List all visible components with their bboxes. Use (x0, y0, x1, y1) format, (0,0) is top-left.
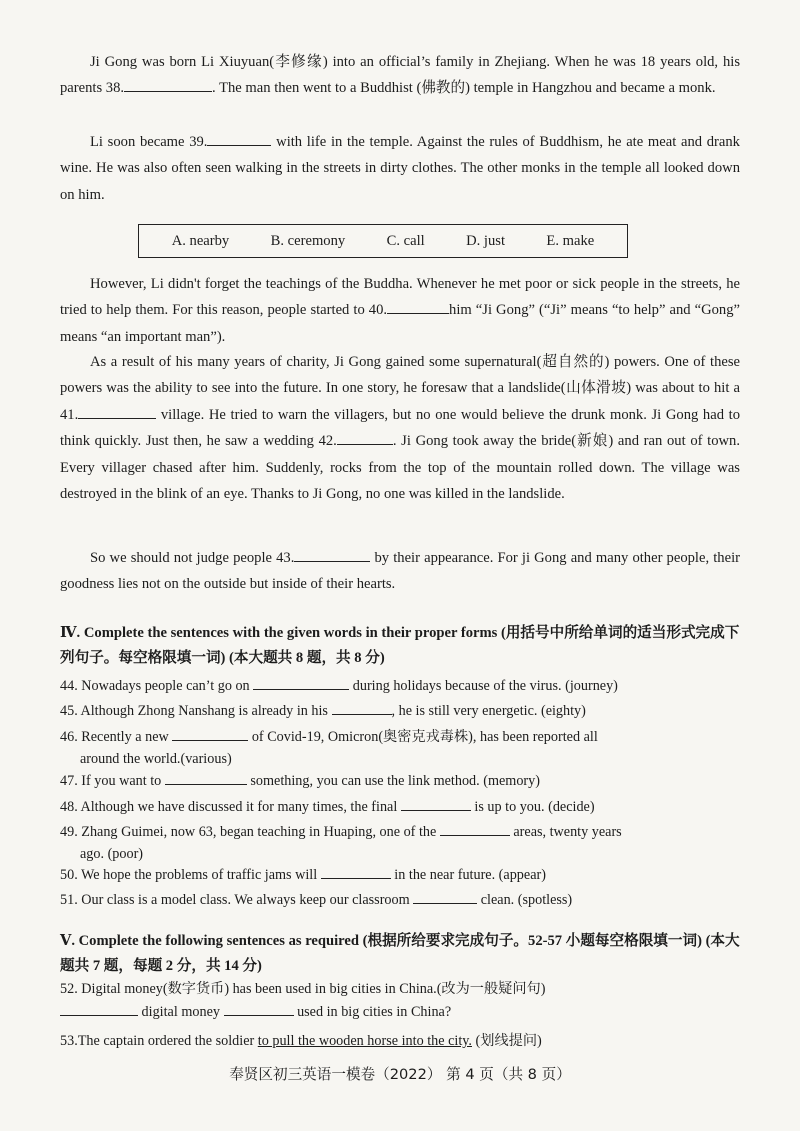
blank-52a[interactable] (60, 1001, 138, 1016)
blank-43[interactable] (294, 547, 370, 562)
question-52: 52. Digital money(数字货币) has been used in big cities in China.(改为一般疑问句) (60, 981, 546, 997)
question-51: 51. Our class is a model class. We always keep our classroom clean. (spotless) (60, 889, 740, 911)
blank-46[interactable] (172, 726, 248, 741)
word-options-box (138, 224, 628, 258)
question-48: 48. Although we have discussed it for many times, the final is up to you. (decide) (60, 796, 740, 818)
question-49: 49. Zhang Guimei, now 63, began teaching in Huaping, one of the areas, twenty years ago. (poor) (60, 821, 740, 865)
question-44: 44. Nowadays people can’t go on during holidays because of the virus. (journey) (60, 675, 740, 697)
blank-38[interactable] (124, 77, 212, 92)
question-47: 47. If you want to something, you can use the link method. (memory) (60, 770, 740, 792)
passage-paragraph-2: Li soon became 39. with life in the temple. Against the rules of Buddhism, he ate meat and drank wine. He was also often seen walking in the streets in dirty clothes. The other monks in the temple all looked down on him. (60, 129, 740, 208)
blank-41[interactable] (78, 404, 156, 419)
question-52-answer-line: digital money used in big cities in China? (60, 1001, 740, 1023)
passage-paragraph-3: However, Li didn't forget the teachings of the Buddha. Whenever he met poor or sick people in the streets, he tried to help them. For this reason, people started to 40. him “Ji Gong” (“Ji” means “to help” and “Gong” means “an important man”). (60, 276, 740, 345)
option-d: D. just (466, 232, 506, 249)
blank-40[interactable] (387, 299, 449, 314)
underlined-phrase: to pull the wooden horse into the city. (257, 1033, 472, 1049)
blank-45[interactable] (332, 700, 392, 715)
blank-39[interactable] (207, 131, 271, 146)
section-4-heading: Ⅳ. Complete the sentences with the given words in their proper forms (用括号中所给单词的适当形式完成下列句子。每空格限填一词) (本大题共 8 题，共 8 分) (60, 625, 740, 666)
passage-paragraph-4: As a result of his many years of charity, Ji Gong gained some supernatural(超自然的) powers. One of these powers was the ability to see into the future. In one story, he foresaw that a landslide(山体滑坡) was about to hit a 41. village. He tried to warn the villagers, but no one would believe the drunk monk. Ji Gong had to think quickly. Just then, he saw a wedding 42. . Ji Gong took away the bride(新娘) and ran out of town. Every villager chased after him. Suddenly, rocks from the top of the mountain rolled down. The village was destroyed in the blink of an eye. Thanks to Ji Gong, no one was killed in the landslide. (60, 354, 740, 503)
question-50: 50. We hope the problems of traffic jams will in the near future. (appear) (60, 864, 740, 886)
question-46: 46. Recently a new of Covid-19, Omicron(奥密克戎毒株), has been reported all around the world.(various) (60, 726, 740, 770)
blank-47[interactable] (165, 770, 247, 785)
option-b: B. ceremony (270, 232, 346, 249)
question-53: 53.The captain ordered the soldier to pull the wooden horse into the city. (划线提问) (60, 1033, 542, 1049)
option-c: C. call (386, 232, 425, 249)
blank-48[interactable] (401, 796, 471, 811)
blank-42[interactable] (337, 430, 393, 445)
page-footer: 奉贤区初三英语一模卷（2022） 第 4 页（共 8 页） (229, 1066, 571, 1083)
option-e: E. make (546, 232, 595, 249)
blank-44[interactable] (253, 675, 349, 690)
passage-paragraph-5: So we should not judge people 43. by their appearance. For ji Gong and many other people, their goodness lies not on the outside but inside of their hearts. (60, 545, 740, 598)
blank-49[interactable] (440, 821, 510, 836)
section-5-heading: Ⅴ. Complete the following sentences as required (根据所给要求完成句子。52-57 小题每空格限填一词) (本大题共 7 题，每题 2 分，共 14 分) (60, 933, 740, 974)
blank-52b[interactable] (224, 1001, 294, 1016)
blank-51[interactable] (413, 889, 477, 904)
option-a: A. nearby (171, 232, 230, 249)
passage-paragraph-1: Ji Gong was born Li Xiuyuan(李修缘) into an official’s family in Zhejiang. When he was 18 years old, his parents 38. . The man then went to a Buddhist (佛教的) temple in Hangzhou and became a monk. (60, 54, 740, 97)
blank-50[interactable] (321, 864, 391, 879)
question-45: 45. Although Zhong Nanshang is already in his , he is still very energetic. (eighty) (60, 700, 740, 722)
